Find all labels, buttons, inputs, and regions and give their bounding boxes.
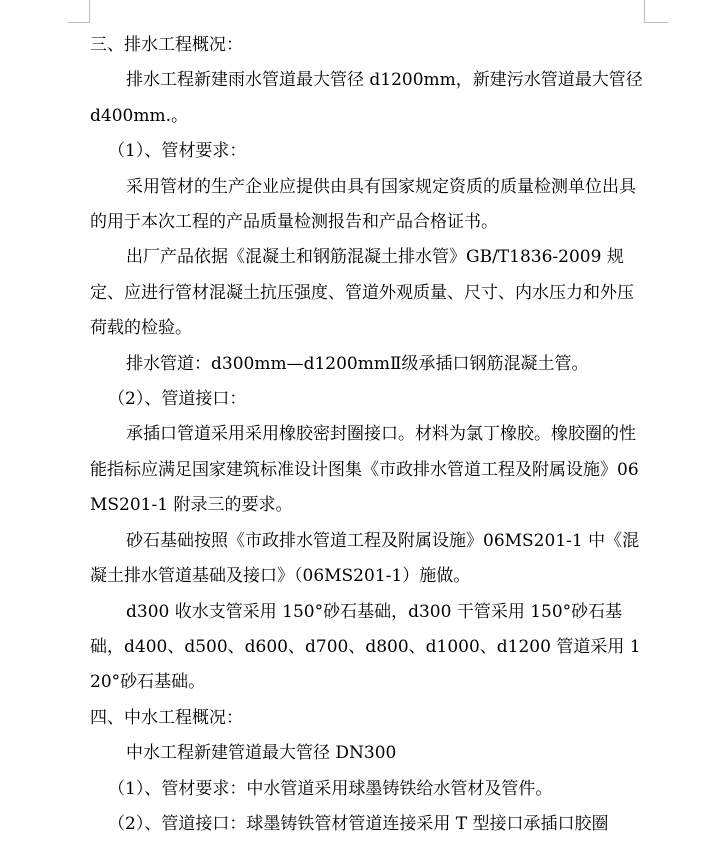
crop-mark-top-left-vertical bbox=[89, 0, 90, 22]
section-heading-drainage: 三、排水工程概况： bbox=[90, 35, 243, 55]
crop-mark-top-right-vertical bbox=[644, 0, 645, 22]
subsection-heading-reclaimed-pipe-material: （1）、管材要求：中水管道采用球墨铸铁给水管材及管件。 bbox=[108, 778, 553, 799]
subsection-heading-pipe-material: （1）、管材要求： bbox=[108, 141, 247, 162]
document-page bbox=[90, 28, 650, 842]
crop-mark-top-right-horizontal bbox=[644, 22, 668, 23]
paragraph-gravel-foundation: 砂石基础按照《市政排水管道工程及附属设施》06MS201-1 中《混凝土排水管道基础及接口》（06MS201-1）施做。 bbox=[90, 530, 640, 587]
paragraph-drainage-pipe-spec: 排水管道：d300mm—d1200mmⅡ级承插口钢筋混凝土管。 bbox=[126, 353, 589, 374]
paragraph-rubber-seal: 承插口管道采用采用橡胶密封圈接口。材料为氯丁橡胶。橡胶圈的性能指标应满足国家建筑标准设计图集《市政排水管道工程及附属设施》06MS201-1 附录三的要求。 bbox=[90, 424, 639, 516]
section-heading-reclaimed-water: 四、中水工程概况： bbox=[90, 707, 243, 728]
paragraph-reclaimed-water-overview: 中水工程新建管道最大管径 DN300 bbox=[126, 743, 397, 764]
crop-mark-top-left-horizontal bbox=[68, 22, 90, 23]
paragraph-quality-certificate: 采用管材的生产企业应提供由具有国家规定资质的质量检测单位出具的用于本次工程的产品质量检测报告和产品合格证书。 bbox=[90, 176, 636, 233]
paragraph-foundation-angles: d300 收水支管采用 150°砂石基础，d300 干管采用 150°砂石基础，d400、d500、d600、d700、d800、d1000、d1200 管道采用 120°砂石基础。 bbox=[90, 601, 641, 693]
paragraph-factory-standard: 出厂产品依据《混凝土和钢筋混凝土排水管》GB/T1836-2009 规定、应进行管材混凝土抗压强度、管道外观质量、尺寸、内水压力和外压荷载的检验。 bbox=[90, 247, 634, 339]
paragraph-drainage-overview: 排水工程新建雨水管道最大管径 d1200mm，新建污水管道最大管径 d400mm.。 bbox=[90, 70, 643, 126]
subsection-heading-pipe-joint: （2）、管道接口： bbox=[108, 389, 247, 410]
subsection-heading-reclaimed-pipe-joint: （2）、管道接口：球墨铸铁管材管道连接采用 T 型接口承插口胶圈 bbox=[108, 813, 609, 834]
